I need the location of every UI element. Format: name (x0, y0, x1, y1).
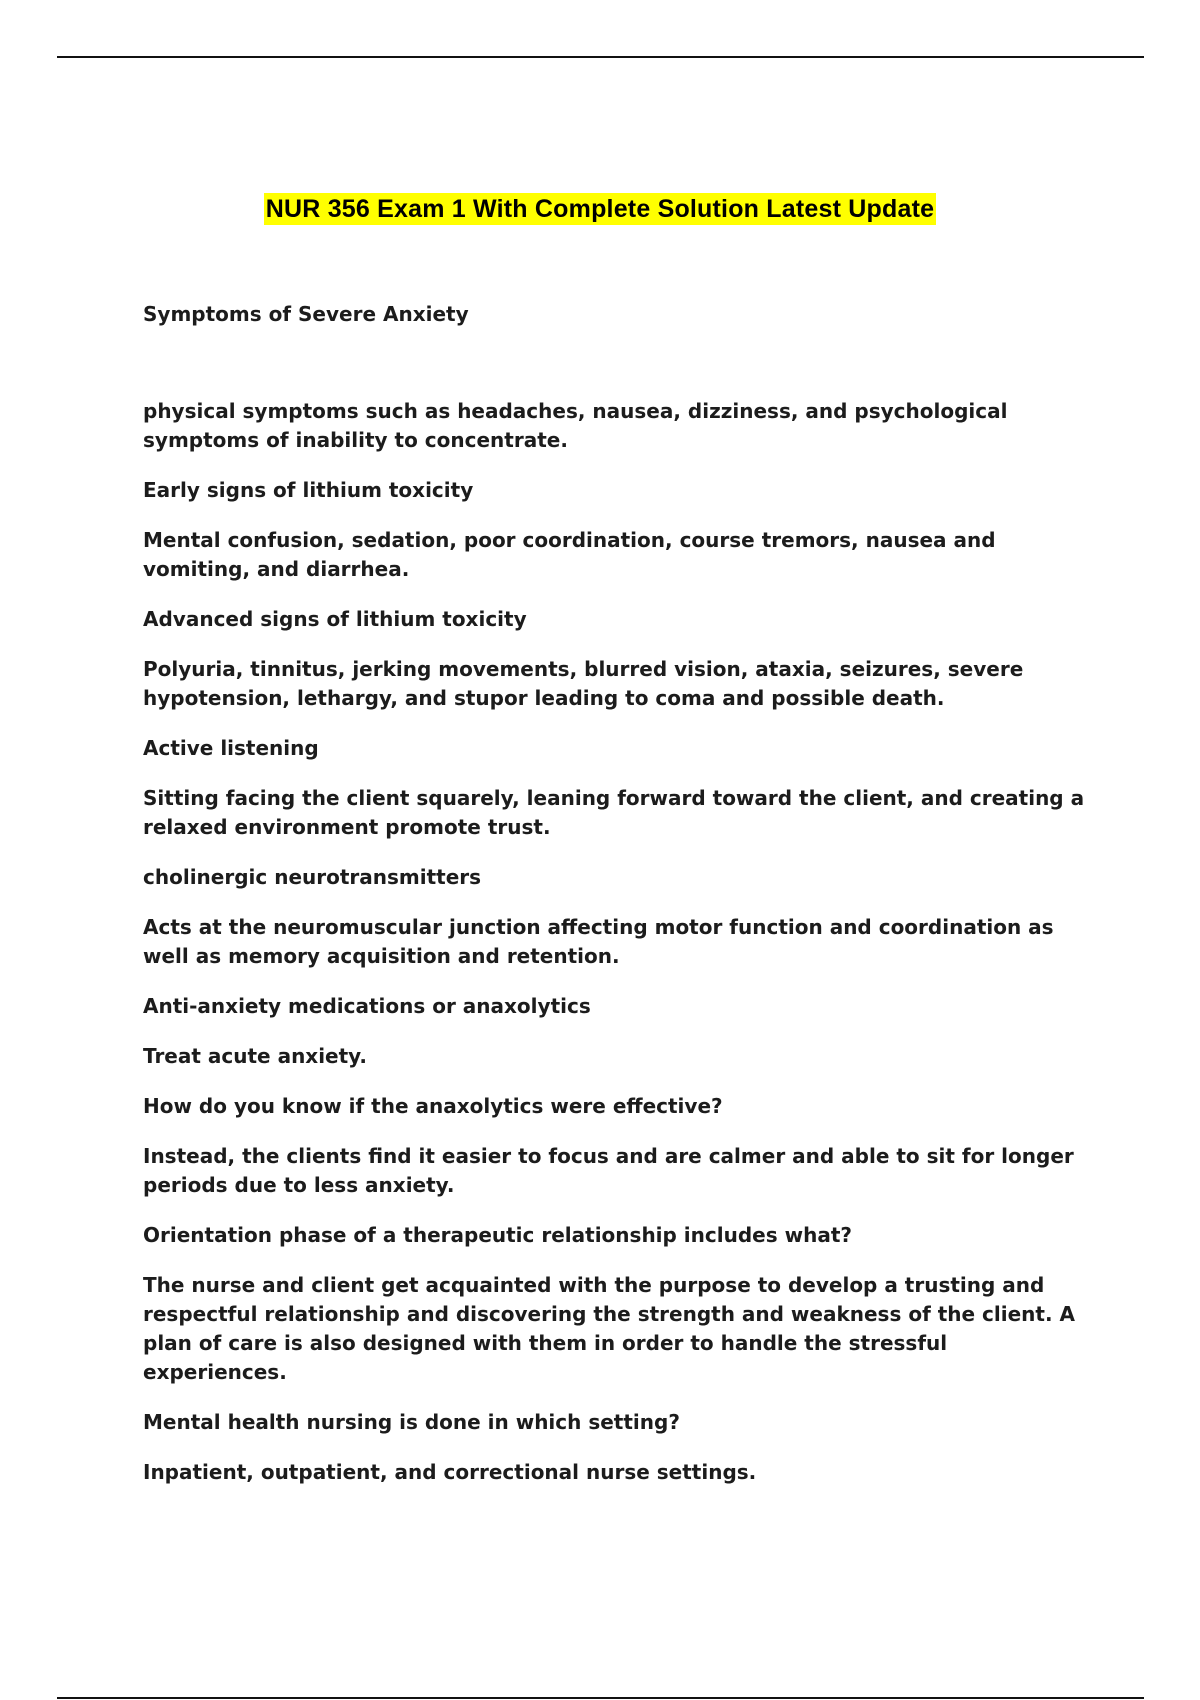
flashcard-list (143, 300, 1093, 1487)
card-term: Orientation phase of a therapeutic relationship includes what? (143, 1223, 852, 1247)
card-definition: Mental confusion, sedation, poor coordination, course tremors, nausea and vomiting, and diarrhea. (143, 528, 996, 581)
card-term: Anti-anxiety medications or anaxolytics (143, 994, 591, 1018)
card-term: Active listening (143, 736, 319, 760)
card-definition: Polyuria, tinnitus, jerking movements, blurred vision, ataxia, seizures, severe hypotension, lethargy, and stupor leading to coma and possible death. (143, 657, 1024, 710)
card-term: Early signs of lithium toxicity (143, 478, 474, 502)
card-definition: Treat acute anxiety. (143, 1044, 367, 1068)
card-term: How do you know if the anaxolytics were effective? (143, 1094, 723, 1118)
title-container (0, 193, 1200, 225)
card-definition: Inpatient, outpatient, and correctional nurse settings. (143, 1460, 757, 1484)
card-definition: Sitting facing the client squarely, leaning forward toward the client, and creating a relaxed environment promote trust. (143, 786, 1085, 839)
card-term: Symptoms of Severe Anxiety (143, 302, 469, 326)
card-definition: Instead, the clients find it easier to focus and are calmer and able to sit for longer periods due to less anxiety. (143, 1144, 1074, 1197)
card-term: Advanced signs of lithium toxicity (143, 607, 527, 631)
card-definition: physical symptoms such as headaches, nausea, dizziness, and psychological symptoms of inability to concentrate. (143, 399, 1008, 452)
card-definition: The nurse and client get acquainted with the purpose to develop a trusting and respectful relationship and discovering the strength and weakness of the client. A plan of care is also designed with them in order to handle the stressful experiences. (143, 1273, 1076, 1384)
card-definition: Acts at the neuromuscular junction affecting motor function and coordination as well as memory acquisition and retention. (143, 915, 1054, 968)
bottom-divider (57, 1697, 1144, 1699)
document-title: NUR 356 Exam 1 With Complete Solution Latest Update (265, 195, 935, 223)
top-divider (57, 56, 1144, 58)
card-term: cholinergic neurotransmitters (143, 865, 482, 889)
card-term: Mental health nursing is done in which setting? (143, 1410, 680, 1434)
